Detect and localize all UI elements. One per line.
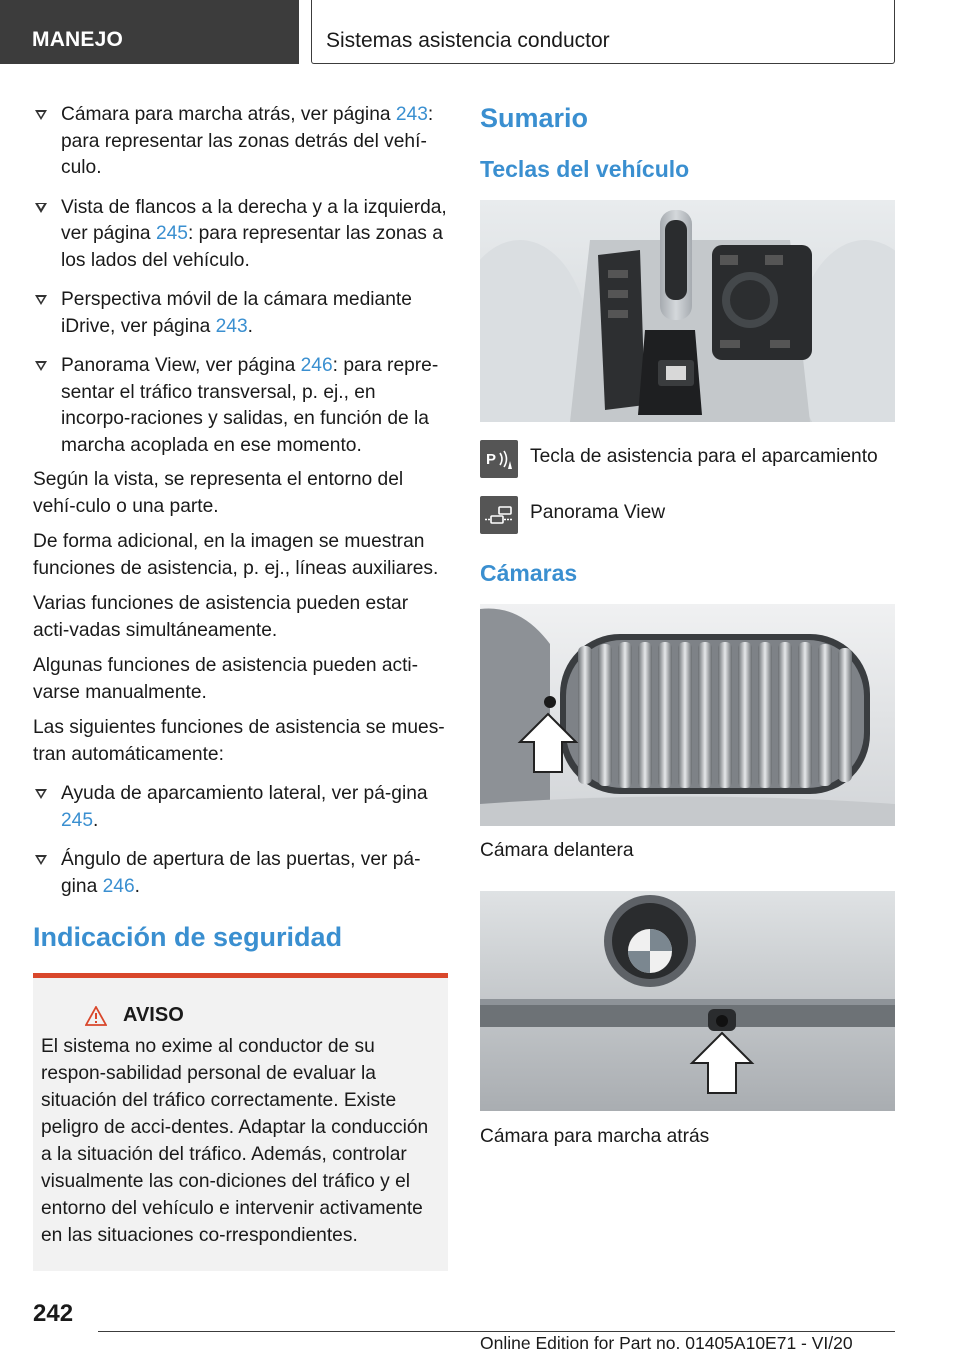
- bullet-triangle-icon: [35, 110, 47, 120]
- paragraph: De forma adicional, en la imagen se muestran funciones de asistencia, p. ej., líneas auxiliares.: [33, 531, 439, 579]
- bullet-triangle-icon: [35, 855, 47, 865]
- section-title: Sistemas asistencia conductor: [326, 29, 610, 52]
- auto-assist-list: [33, 781, 448, 900]
- right-column: [480, 100, 895, 1150]
- list-item: Cámara para marcha atrás, ver página 243: para representar las zonas detrás del vehí‐culo.: [33, 102, 448, 182]
- safety-heading: Indicación de seguridad: [33, 922, 343, 952]
- page-link[interactable]: 246: [102, 875, 135, 897]
- list-item: Vista de flancos a la derecha y a la izquierda, ver página 245: para representar las zonas a los lados del vehículo.: [33, 195, 448, 275]
- camera-views-list: [33, 102, 448, 459]
- list-item: Perspectiva móvil de la cámara mediante iDrive, ver página 243.: [33, 287, 448, 340]
- page-link[interactable]: 246: [300, 355, 333, 376]
- page-number: 242: [33, 1300, 74, 1327]
- paragraph: Según la vista, se representa el entorno del vehí‐culo o una parte.: [33, 469, 404, 517]
- warning-label: AVISO: [123, 1004, 184, 1026]
- front-camera-image: [480, 604, 895, 826]
- parking-assist-label: Tecla de asistencia para el aparcamiento: [530, 446, 878, 467]
- panorama-view-label: Panorama View: [530, 502, 666, 523]
- chapter-tab: [0, 0, 299, 64]
- warning-triangle-icon: [85, 1006, 107, 1026]
- panorama-view-icon: [480, 496, 518, 534]
- rear-camera-caption: Cámara para marcha atrás: [480, 1126, 710, 1147]
- warning-box: [33, 978, 448, 1271]
- key-row-parking-assist: [480, 440, 895, 478]
- left-column: [33, 102, 448, 1271]
- bullet-triangle-icon: [35, 203, 47, 213]
- bullet-triangle-icon: [35, 789, 47, 799]
- warning-text: El sistema no exime al conductor de su respon‐sabilidad personal de evaluar la situación del tráfico correctamente. Existe peligro de acci‐dentes. Adaptar la conducción a la situación del tráfico. Además, controlar visualmente las con‐diciones del tráfico y el entorno del vehículo e intervenir activamente en las situaciones co‐rrespondientes.: [41, 1036, 429, 1246]
- paragraph: Varias funciones de asistencia pueden estar acti‐vadas simultáneamente.: [33, 593, 409, 641]
- section-tab: [311, 0, 895, 64]
- svg-text:P: P: [486, 451, 497, 468]
- page-link[interactable]: 243: [215, 315, 248, 337]
- summary-heading: Sumario: [480, 103, 589, 133]
- rear-camera-image: [480, 891, 895, 1111]
- list-item: Ayuda de aparcamiento lateral, ver pá‐gina 245.: [33, 781, 448, 834]
- bullet-triangle-icon: [35, 361, 47, 371]
- vehicle-keys-heading: Teclas del vehículo: [480, 156, 690, 182]
- paragraph: Las siguientes funciones de asistencia se mues‐tran automáticamente:: [33, 717, 445, 765]
- page-link[interactable]: 245: [155, 223, 188, 244]
- list-item: Panorama View, ver página 246: para repre‐sentar el tráfico transversal, p. ej., en incorpo‐raciones y salidas, en función de la marcha acoplada en ese momento.: [33, 353, 448, 459]
- warning-header: [85, 1004, 438, 1027]
- list-item: Ángulo de apertura de las puertas, ver pá‐gina 246.: [33, 847, 448, 900]
- chapter-title: MANEJO: [32, 28, 124, 51]
- paragraph: Algunas funciones de asistencia pueden acti‐varse manualmente.: [33, 655, 419, 703]
- footer-edition: [480, 1333, 853, 1354]
- edition-text: Online Edition for Part no. 01405A10E71 - VI/20: [480, 1333, 853, 1353]
- page-link[interactable]: 243: [395, 104, 428, 125]
- page-link[interactable]: 245: [61, 809, 94, 831]
- key-row-panorama-view: [480, 496, 895, 534]
- front-camera-caption: Cámara delantera: [480, 840, 634, 861]
- center-console-image: [480, 200, 895, 422]
- parking-assist-icon: [480, 440, 518, 478]
- cameras-heading: Cámaras: [480, 560, 578, 586]
- bullet-triangle-icon: [35, 295, 47, 305]
- footer-rule: [98, 1331, 895, 1332]
